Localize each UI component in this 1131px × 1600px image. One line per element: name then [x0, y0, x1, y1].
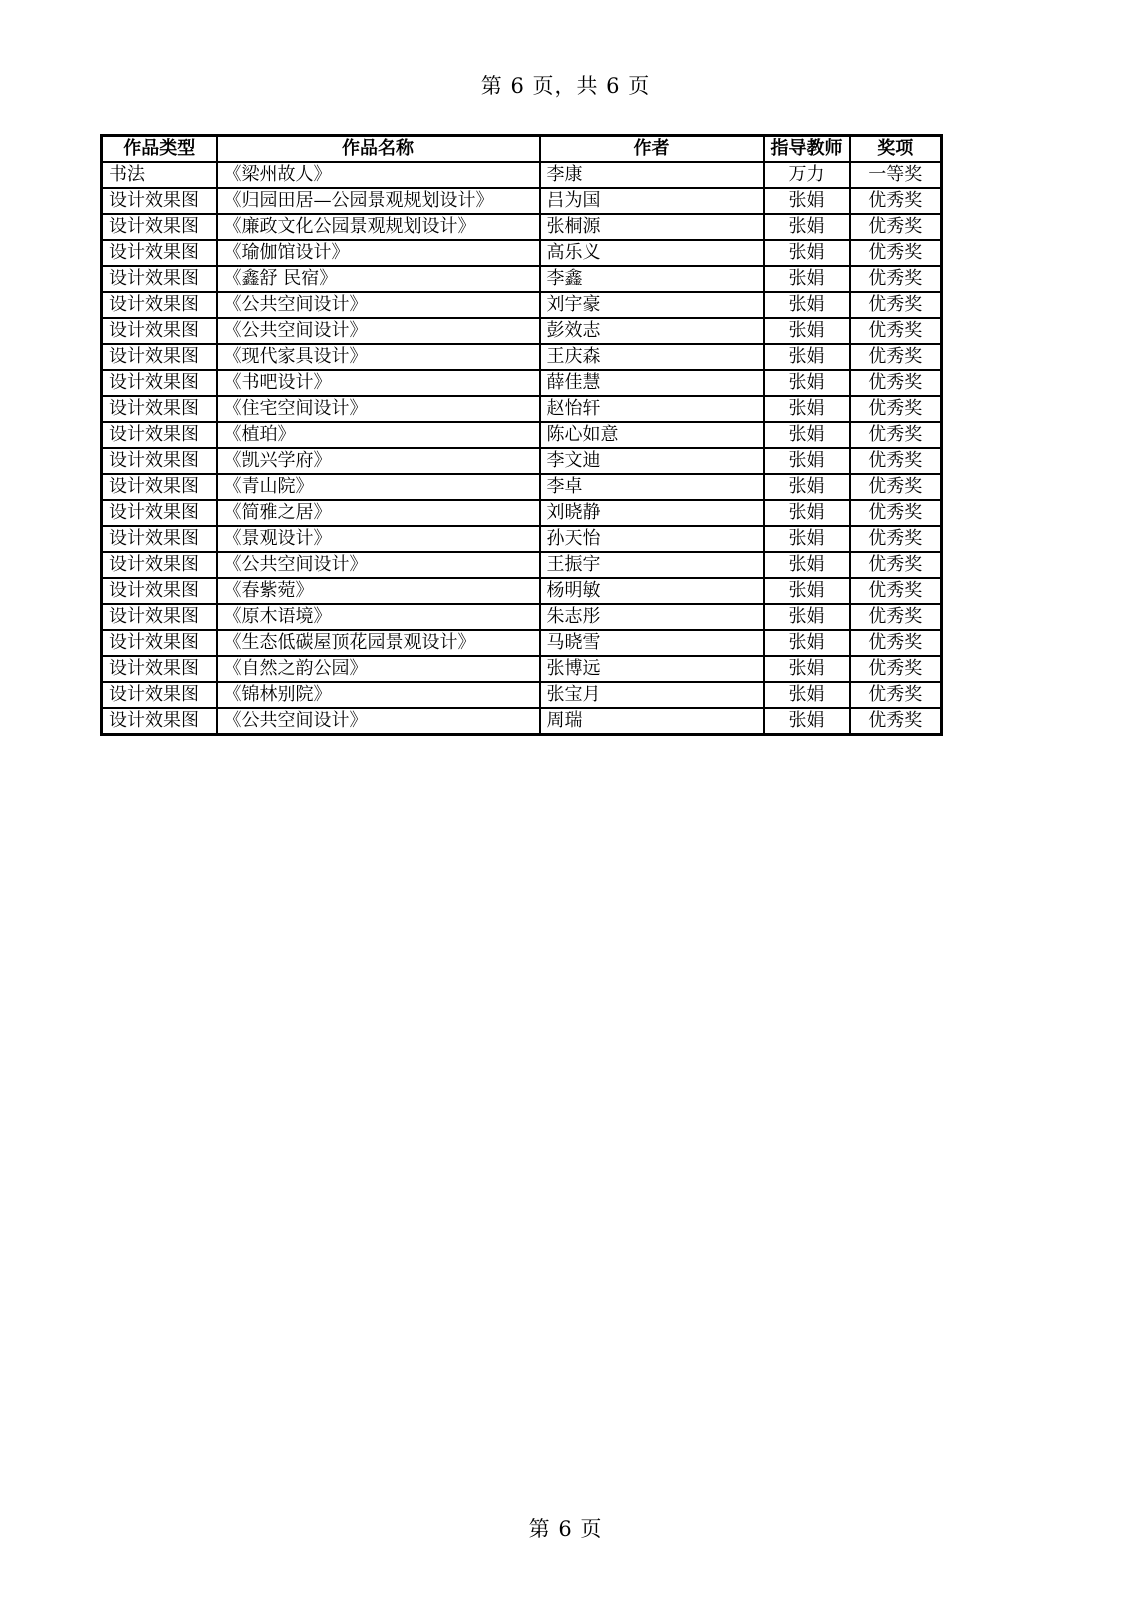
cell-author: 周瑞: [540, 708, 764, 735]
table-row: [102, 630, 942, 656]
table-row: [102, 292, 942, 318]
cell-author: 刘宇豪: [540, 292, 764, 318]
cell-title: 《廉政文化公园景观规划设计》: [217, 214, 540, 240]
cell-type: 设计效果图: [102, 344, 217, 370]
cell-advisor: 张娟: [764, 630, 850, 656]
column-header-advisor: 指导教师: [764, 136, 850, 163]
cell-author: 马晓雪: [540, 630, 764, 656]
cell-type: 设计效果图: [102, 578, 217, 604]
cell-advisor: 张娟: [764, 656, 850, 682]
table-body: [102, 162, 942, 735]
cell-award: 优秀奖: [850, 396, 942, 422]
cell-award: 优秀奖: [850, 266, 942, 292]
cell-title: 《公共空间设计》: [217, 708, 540, 735]
table-row: [102, 474, 942, 500]
cell-type: 设计效果图: [102, 214, 217, 240]
cell-author: 陈心如意: [540, 422, 764, 448]
cell-type: 设计效果图: [102, 318, 217, 344]
table-row: [102, 162, 942, 188]
cell-type: 设计效果图: [102, 526, 217, 552]
cell-advisor: 张娟: [764, 422, 850, 448]
cell-author: 李鑫: [540, 266, 764, 292]
cell-type: 设计效果图: [102, 370, 217, 396]
cell-advisor: 张娟: [764, 500, 850, 526]
cell-title: 《植珀》: [217, 422, 540, 448]
cell-author: 王振宇: [540, 552, 764, 578]
cell-advisor: 张娟: [764, 370, 850, 396]
cell-title: 《自然之韵公园》: [217, 656, 540, 682]
cell-title: 《瑜伽馆设计》: [217, 240, 540, 266]
column-header-author: 作者: [540, 136, 764, 163]
cell-advisor: 张娟: [764, 396, 850, 422]
cell-award: 优秀奖: [850, 682, 942, 708]
cell-title: 《生态低碳屋顶花园景观设计》: [217, 630, 540, 656]
table-row: [102, 422, 942, 448]
cell-title: 《住宅空间设计》: [217, 396, 540, 422]
cell-title: 《公共空间设计》: [217, 552, 540, 578]
cell-title: 《梁州故人》: [217, 162, 540, 188]
cell-advisor: 张娟: [764, 682, 850, 708]
table-header: [102, 136, 942, 163]
cell-title: 《春紫菀》: [217, 578, 540, 604]
cell-author: 孙天怡: [540, 526, 764, 552]
cell-title: 《青山院》: [217, 474, 540, 500]
cell-award: 优秀奖: [850, 526, 942, 552]
cell-type: 设计效果图: [102, 292, 217, 318]
cell-title: 《鑫舒 民宿》: [217, 266, 540, 292]
cell-type: 设计效果图: [102, 552, 217, 578]
cell-award: 优秀奖: [850, 604, 942, 630]
cell-title: 《锦林别院》: [217, 682, 540, 708]
cell-award: 优秀奖: [850, 318, 942, 344]
cell-author: 彭效志: [540, 318, 764, 344]
cell-type: 设计效果图: [102, 500, 217, 526]
cell-title: 《简雅之居》: [217, 500, 540, 526]
page-footer: 第 6 页: [528, 1517, 603, 1541]
cell-author: 杨明敏: [540, 578, 764, 604]
cell-advisor: 张娟: [764, 214, 850, 240]
cell-author: 王庆森: [540, 344, 764, 370]
awards-table: [100, 134, 943, 736]
cell-author: 李文迪: [540, 448, 764, 474]
cell-award: 优秀奖: [850, 214, 942, 240]
table-row: [102, 344, 942, 370]
cell-award: 优秀奖: [850, 292, 942, 318]
table-row: [102, 448, 942, 474]
cell-advisor: 张娟: [764, 708, 850, 735]
cell-author: 朱志彤: [540, 604, 764, 630]
table-row: [102, 526, 942, 552]
cell-award: 优秀奖: [850, 448, 942, 474]
cell-advisor: 张娟: [764, 344, 850, 370]
cell-type: 设计效果图: [102, 682, 217, 708]
cell-author: 张博远: [540, 656, 764, 682]
cell-author: 李康: [540, 162, 764, 188]
cell-advisor: 张娟: [764, 604, 850, 630]
header-row: [102, 136, 942, 163]
cell-advisor: 张娟: [764, 578, 850, 604]
cell-advisor: 张娟: [764, 448, 850, 474]
cell-title: 《归园田居—公园景观规划设计》: [217, 188, 540, 214]
cell-title: 《现代家具设计》: [217, 344, 540, 370]
cell-title: 《公共空间设计》: [217, 292, 540, 318]
column-header-title: 作品名称: [217, 136, 540, 163]
cell-advisor: 张娟: [764, 188, 850, 214]
cell-award: 优秀奖: [850, 656, 942, 682]
table-row: [102, 552, 942, 578]
cell-title: 《公共空间设计》: [217, 318, 540, 344]
cell-advisor: 张娟: [764, 292, 850, 318]
table-row: [102, 500, 942, 526]
table-row: [102, 604, 942, 630]
cell-advisor: 张娟: [764, 552, 850, 578]
table-row: [102, 578, 942, 604]
column-header-type: 作品类型: [102, 136, 217, 163]
cell-advisor: 张娟: [764, 318, 850, 344]
cell-award: 优秀奖: [850, 422, 942, 448]
cell-advisor: 张娟: [764, 240, 850, 266]
table-row: [102, 656, 942, 682]
cell-type: 设计效果图: [102, 188, 217, 214]
cell-type: 书法: [102, 162, 217, 188]
cell-type: 设计效果图: [102, 240, 217, 266]
cell-type: 设计效果图: [102, 630, 217, 656]
cell-award: 优秀奖: [850, 552, 942, 578]
cell-title: 《凯兴学府》: [217, 448, 540, 474]
table-row: [102, 240, 942, 266]
table-row: [102, 266, 942, 292]
cell-award: 优秀奖: [850, 500, 942, 526]
table-row: [102, 370, 942, 396]
cell-author: 张桐源: [540, 214, 764, 240]
table-row: [102, 188, 942, 214]
cell-type: 设计效果图: [102, 396, 217, 422]
cell-award: 优秀奖: [850, 240, 942, 266]
cell-advisor: 万力: [764, 162, 850, 188]
cell-advisor: 张娟: [764, 474, 850, 500]
cell-type: 设计效果图: [102, 474, 217, 500]
cell-award: 优秀奖: [850, 370, 942, 396]
cell-award: 优秀奖: [850, 474, 942, 500]
column-header-award: 奖项: [850, 136, 942, 163]
cell-author: 李卓: [540, 474, 764, 500]
cell-award: 优秀奖: [850, 630, 942, 656]
cell-award: 优秀奖: [850, 578, 942, 604]
page-header: 第 6 页，共 6 页: [480, 74, 651, 98]
cell-award: 优秀奖: [850, 344, 942, 370]
cell-type: 设计效果图: [102, 604, 217, 630]
cell-advisor: 张娟: [764, 266, 850, 292]
cell-type: 设计效果图: [102, 422, 217, 448]
cell-title: 《书吧设计》: [217, 370, 540, 396]
cell-title: 《景观设计》: [217, 526, 540, 552]
table-row: [102, 214, 942, 240]
table-row: [102, 318, 942, 344]
cell-type: 设计效果图: [102, 656, 217, 682]
cell-type: 设计效果图: [102, 448, 217, 474]
cell-award: 优秀奖: [850, 188, 942, 214]
cell-type: 设计效果图: [102, 708, 217, 735]
cell-author: 高乐义: [540, 240, 764, 266]
table-row: [102, 708, 942, 735]
cell-author: 刘晓静: [540, 500, 764, 526]
cell-award: 优秀奖: [850, 708, 942, 735]
cell-advisor: 张娟: [764, 526, 850, 552]
cell-author: 吕为国: [540, 188, 764, 214]
table-row: [102, 682, 942, 708]
cell-author: 赵怡轩: [540, 396, 764, 422]
cell-type: 设计效果图: [102, 266, 217, 292]
cell-award: 一等奖: [850, 162, 942, 188]
cell-author: 张宝月: [540, 682, 764, 708]
cell-title: 《原木语境》: [217, 604, 540, 630]
table-row: [102, 396, 942, 422]
cell-author: 薛佳慧: [540, 370, 764, 396]
